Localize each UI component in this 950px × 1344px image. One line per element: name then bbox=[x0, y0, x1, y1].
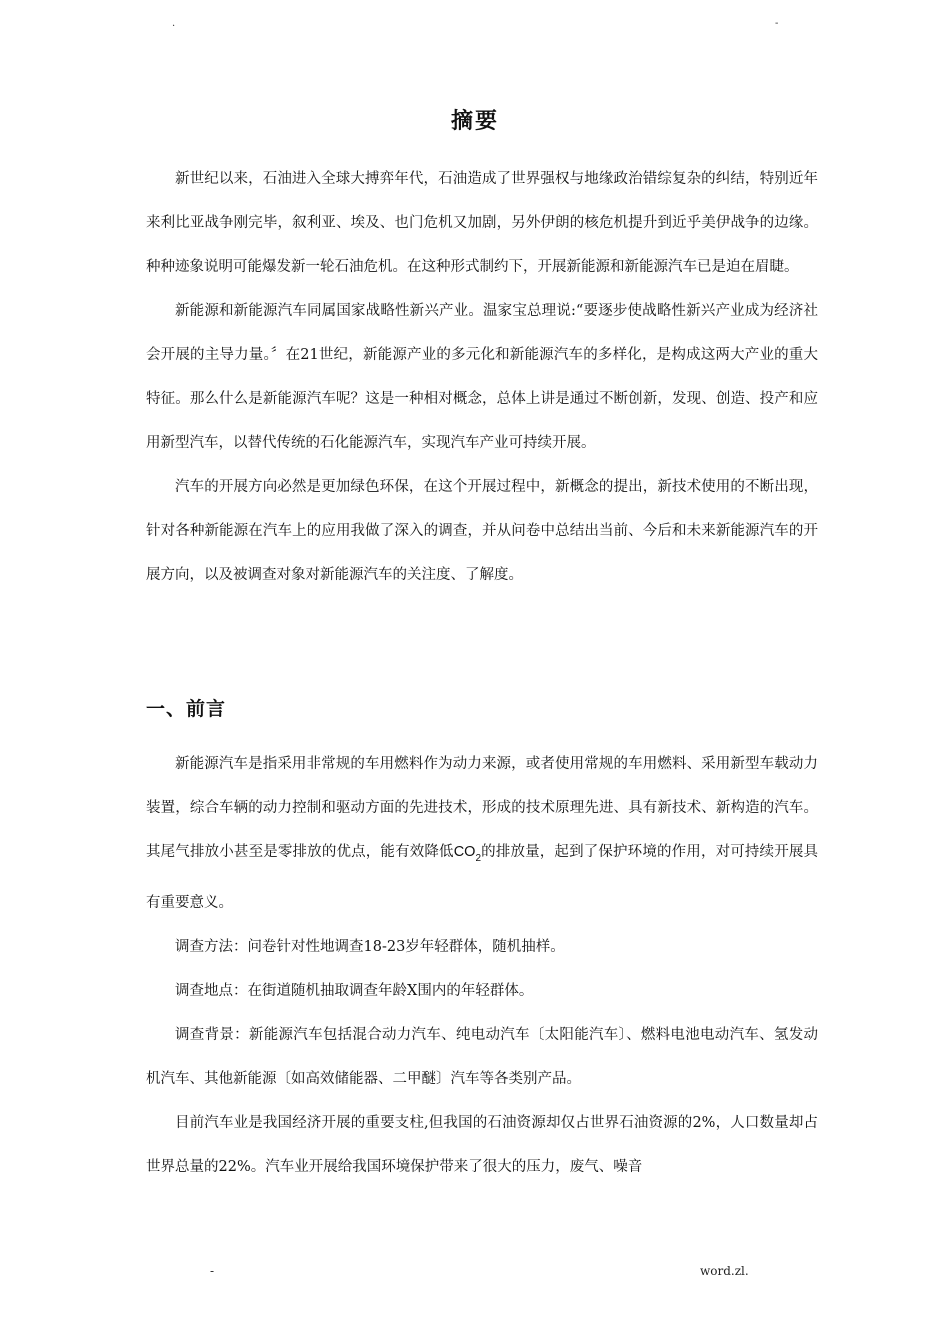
co2-subscript: 2 bbox=[475, 853, 482, 864]
abstract-paragraph-1: 新世纪以来，石油进入全球大搏弈年代，石油造成了世界强权与地缘政治错综复杂的纠结，特别近年来利比亚战争刚完毕，叙利亚、埃及、也门危机又加剧，另外伊朗的核危机提升到近乎美伊战争的边缘。种种迹象说明可能爆发新一轮石油危机。在这种形式制约下，开展新能源和新能源汽车已是迫在眉睫。 bbox=[146, 171, 818, 275]
page-title: 摘要 bbox=[450, 108, 499, 134]
section-heading-preface: 一、前言 bbox=[146, 698, 227, 720]
preface-text-after-co2: 的排放量，起到了保护环境的作用，对可持续开展具有重要意义。 bbox=[146, 844, 819, 911]
preface-body bbox=[146, 742, 818, 1189]
preface-paragraph-1 bbox=[146, 742, 818, 925]
survey-location: 调查地点：在街道随机抽取调查年龄X围内的年轻群体。 bbox=[175, 983, 534, 999]
footer-left-mark: - bbox=[210, 1264, 215, 1278]
co2-formula: CO bbox=[453, 844, 476, 860]
abstract-paragraph-2: 新能源和新能源汽车同属国家战略性新兴产业。温家宝总理说:“要逐步使战略性新兴产业成为经济社会开展的主导力量。〞在21世纪，新能源产业的多元化和新能源汽车的多样化，是构成这两大产业的重大特征。那么什么是新能源汽车呢？这是一种相对概念，总体上讲是通过不断创新，发现、创造、投产和应用新型汽车，以替代传统的石化能源汽车，实现汽车产业可持续开展。 bbox=[146, 303, 818, 451]
preface-text-before-co2: 新能源汽车是指采用非常规的车用燃料作为动力来源，或者使用常规的车用燃料、采用新型车载动力装置，综合车辆的动力控制和驱动方面的先进技术，形成的技术原理先进、具有新技术、新构造的汽车。其尾气排放小甚至是零排放的优点，能有效降低 bbox=[146, 756, 818, 860]
header-left-mark: . bbox=[172, 18, 176, 29]
survey-background: 调查背景：新能源汽车包括混合动力汽车、纯电动汽车〔太阳能汽车〕、燃料电池电动汽车、氢发动机汽车、其他新能源〔如高效储能器、二甲醚〕汽车等各类别产品。 bbox=[146, 1027, 818, 1087]
abstract-paragraph-3: 汽车的开展方向必然是更加绿色环保，在这个开展过程中，新概念的提出，新技术使用的不断出现，针对各种新能源在汽车上的应用我做了深入的调查，并从问卷中总结出当前、今后和未来新能源汽车的开展方向，以及被调查对象对新能源汽车的关注度、了解度。 bbox=[146, 479, 818, 583]
survey-method: 调查方法：问卷针对性地调查18-23岁年轻群体，随机抽样。 bbox=[175, 939, 565, 955]
footer-source: word.zl. bbox=[700, 1264, 749, 1278]
abstract-body bbox=[146, 157, 818, 597]
header-right-mark: - bbox=[775, 18, 779, 29]
preface-paragraph-last: 目前汽车业是我国经济开展的重要支柱,但我国的石油资源却仅占世界石油资源的2%，人口数量却占世界总量的22%。汽车业开展给我国环境保护带来了很大的压力，废气、噪音 bbox=[146, 1115, 818, 1175]
